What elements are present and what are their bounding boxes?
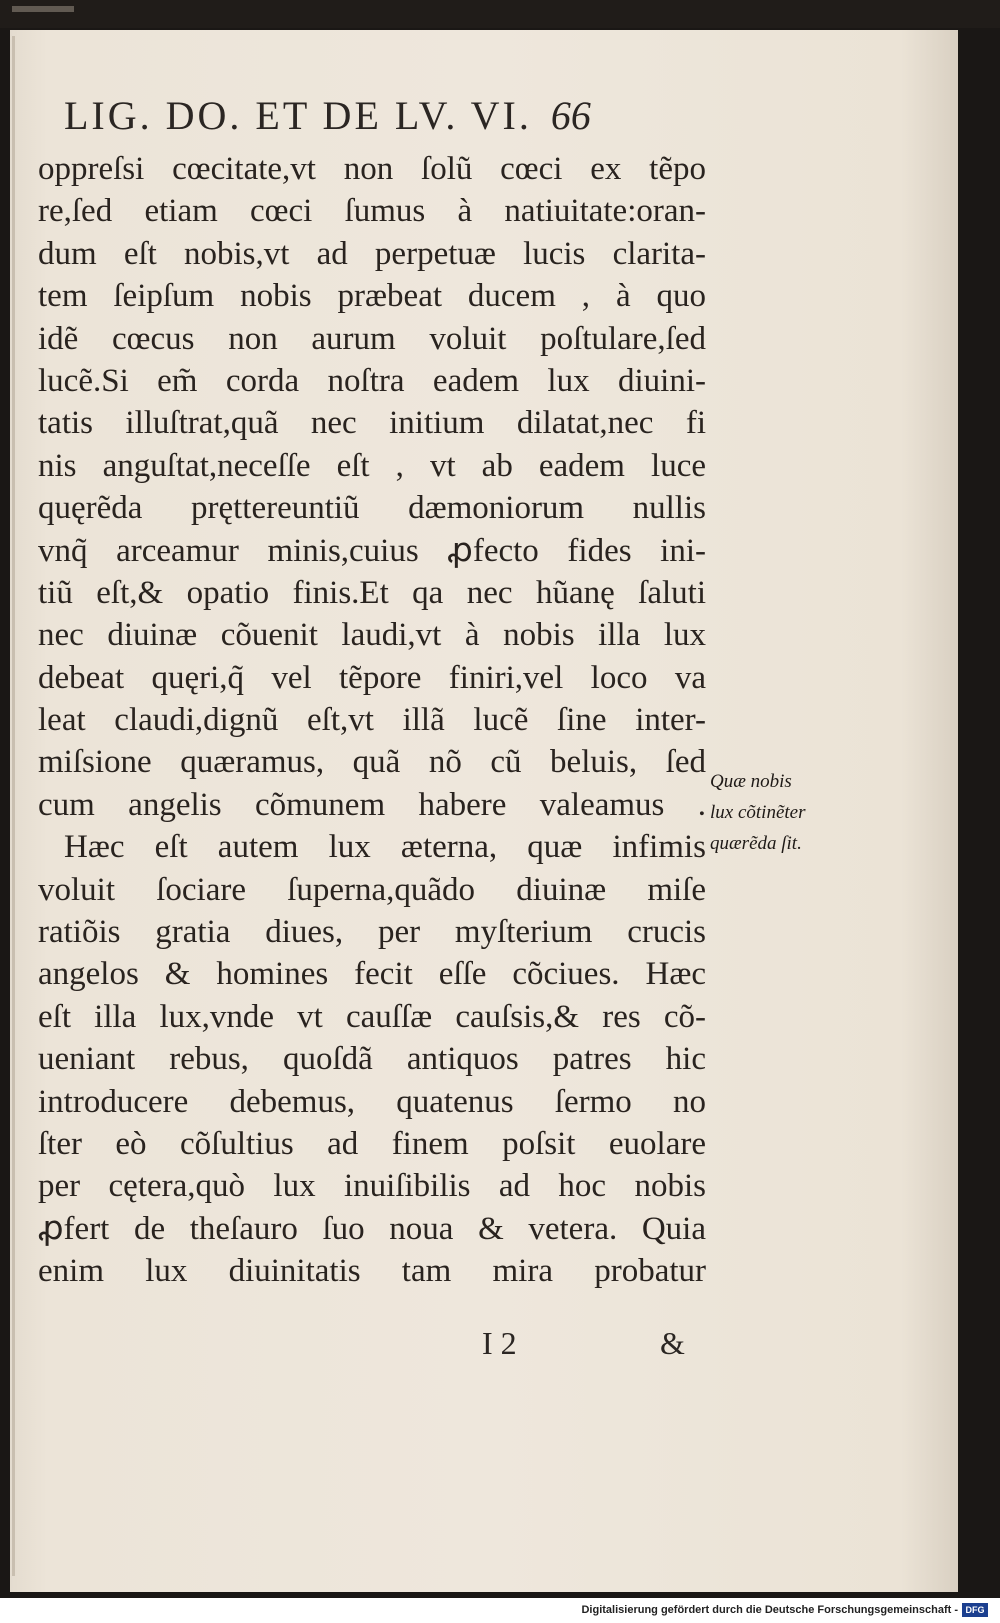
marginal-note-line: quærẽda ſit. [710,833,802,854]
text-line: cum angelis cõmunem habere valeamus . [38,786,706,823]
text-line: debeat quęri,q̃ vel tẽpore finiri,vel loco va [38,659,706,696]
text-line: ueniant rebus, quoſdã antiquos patres hic [38,1041,706,1078]
text-line-paragraph-start: Hæc eſt autem lux æterna, quæ infimis [64,829,706,866]
marginal-note-line: Quæ nobis [710,771,792,792]
text-line: dum eſt nobis,vt ad perpetuæ lucis clarita- [38,235,706,272]
text-line: quęrẽda pręttereuntiũ dæmoniorum nullis [38,490,706,527]
text-line: per cętera,quò lux inuiſibilis ad hoc nobis [38,1168,706,1205]
text-line: voluit ſociare ſuperna,quãdo diuinæ miſe [38,871,706,908]
main-text-block [38,148,706,1293]
credit-bar [0,1598,1000,1623]
running-head-title: LIG. DO. ET DE LV. VI. [64,93,532,138]
text-line: lucẽ.Si em̃ corda noſtra eadem lux diuini- [38,362,706,399]
text-line: idẽ cœcus non aurum voluit poſtulare,ſed [38,320,706,357]
top-border [0,0,1000,28]
text-line: nis anguſtat,neceſſe eſt , vt ab eadem luce [38,447,706,484]
text-line: enim lux diuinitatis tam mira probatur [38,1253,706,1290]
running-head [64,92,714,139]
text-line: introducere debemus, quatenus ſermo no [38,1083,706,1120]
text-line: tatis illuſtrat,quã nec initium dilatat,nec fi [38,405,706,442]
dfg-logo: DFG [962,1603,988,1617]
text-line: eſt illa lux,vnde vt cauſſæ cauſsis,& res cõ- [38,998,706,1035]
text-line: ratiõis gratia diues, per myſterium crucis [38,914,706,951]
text-line: oppreſsi cœcitate,vt non ſolũ cœci ex tẽpo [38,151,706,187]
marginal-note-line: lux cõtinẽter [710,802,806,823]
folio-number: 66 [550,93,591,138]
page-edge-shadow [12,36,15,1576]
signature-mark: I 2 [482,1325,517,1361]
text-line: angelos & homines fecit eſſe cõciues. Hæc [38,956,706,993]
text-line: vnq̃ arceamur minis,cuius ꝓfecto fides ini- [38,532,706,569]
text-line: re,ſed etiam cœci ſumus à natiuitate:oran- [38,193,706,230]
marginal-note [710,766,870,859]
text-line: ſter eò cõſultius ad finem poſsit euolare [38,1125,706,1162]
scan-label-strip [12,6,74,12]
text-line: nec diuinæ cõuenit laudi,vt à nobis illa lux [38,617,706,654]
catchword: & [660,1325,685,1361]
text-line: tiũ eſt,& opatio finis.Et qa nec hũanę ſaluti [38,574,706,611]
text-line: leat claudi,dignũ eſt,vt illã lucẽ ſine inter- [38,702,706,739]
text-line: miſsione quæramus, quã nõ cũ beluis, ſed [38,744,706,781]
funding-credit: Digitalisierung gefördert durch die Deutsche Forschungsgemeinschaft - [581,1604,958,1616]
text-line: tem ſeipſum nobis præbeat ducem , à quo [38,278,706,315]
text-line: ꝓfert de theſauro ſuo noua & vetera. Quia [38,1210,706,1247]
